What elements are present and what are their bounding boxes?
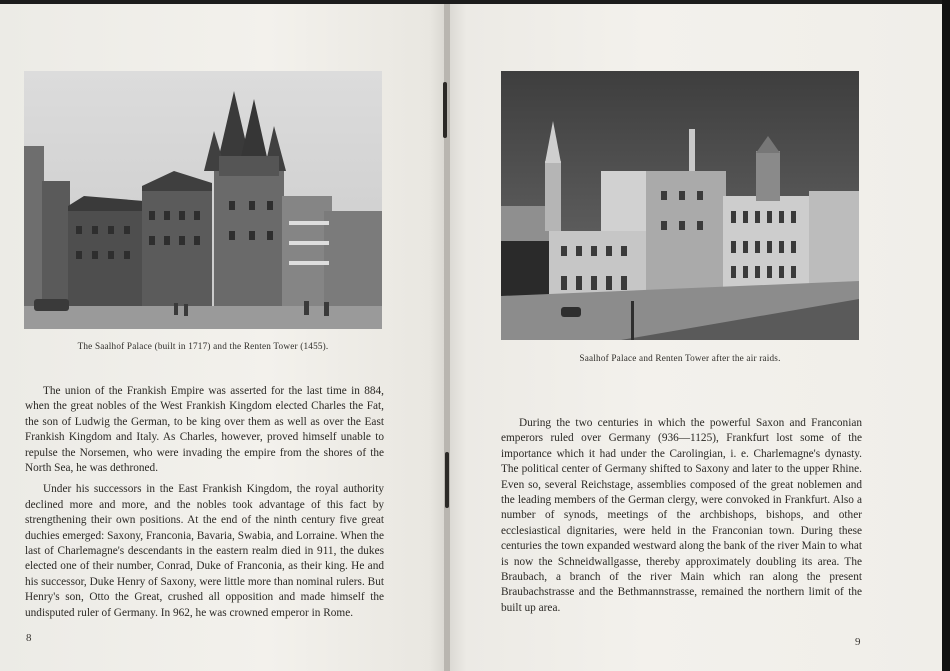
right-body-text xyxy=(501,416,862,622)
dark-background-edge xyxy=(942,0,950,671)
left-body-text xyxy=(25,384,384,627)
binding-thread-bottom xyxy=(445,452,449,508)
right-paragraph-1: During the two centuries in which the powerful Saxon and Franconian emperors ruled over Germany (936—1125), Frankfurt lost some of the importance which it had under the Carolingian, i. e. Charlemagne's dynasty. The political center of Germany shifted to Saxony and later to the upper Rhine. Even so, several Reichstage, assemblies composed of the great noblemen and the leading members of the German clergy, were convoked in Frankfurt. Also a number of synods, meetings of the archbishops, bishops, and other ecclesiastical dignitaries, were held in the Franconian town. During these centuries the town expanded westward along the bank of the river Main to what is now the Schneidwallgasse, thereby approximately doubling its area. The Braubach, a branch of the river Main which ran along the present Braubachstrasse and the Bethmannstrasse, remained the northern limit of the built up area. xyxy=(501,417,862,614)
saalhof-photo-before xyxy=(24,71,382,329)
left-page-number: 8 xyxy=(26,632,32,644)
left-paragraph-1: The union of the Frankish Empire was asserted for the last time in 884, when the great nobles of the West Frankish Kingdom elected Charles the Fat, the son of Ludwig the German, to be king over them as well as over the East Frankish Kingdom and Italy. As Charles, however, proved himself unable to repulse the Norsemen, who were invading the empire from the shores of the North Sea, he was dethroned. xyxy=(25,385,384,475)
left-photo-caption: The Saalhof Palace (built in 1717) and the Renten Tower (1455). xyxy=(77,341,329,351)
left-paragraph-2: Under his successors in the East Frankish Kingdom, the royal authority declined more and more, and the nobles took advantage of this fact by strengthening their own positions. At the end of the ninth century five great duchies emerged: Saxony, Franconia, Bavaria, Swabia, and Lorraine. When the last of Charlemagne's descendants in the eastern realm died in 911, the dukes elected one of their number, Conrad, Duke of Franconia, as their king. He and his successor, Duke Henry of Saxony, were little more than nominal rulers. But Henry's son, Otto the Great, crushed all opposition and made himself the undisputed ruler of Germany. In 962, he was crowned emperor in Rome. xyxy=(25,483,384,619)
right-page-number: 9 xyxy=(855,636,861,648)
binding-thread-top xyxy=(443,82,447,138)
saalhof-photo-after-air-raids xyxy=(501,71,859,340)
right-photo-caption: Saalhof Palace and Renten Tower after the air raids. xyxy=(579,353,781,363)
